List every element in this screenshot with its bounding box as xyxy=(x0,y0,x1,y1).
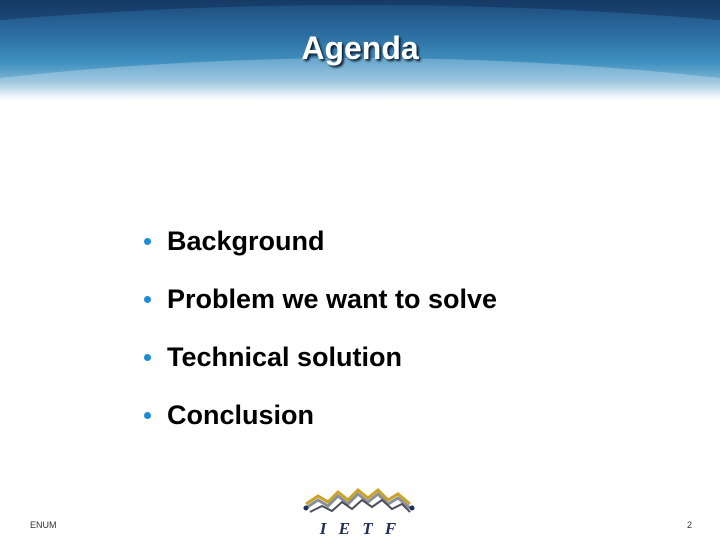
agenda-item xyxy=(140,212,700,270)
agenda-item-label: Background xyxy=(167,225,325,256)
title-banner xyxy=(0,0,720,100)
bullet-dot-icon xyxy=(144,296,151,303)
agenda-item-label: Technical solution xyxy=(167,341,403,372)
agenda-item xyxy=(140,328,700,386)
bullet-dot-icon xyxy=(144,238,151,245)
slide-title: Agenda xyxy=(301,30,419,66)
page-number: 2 xyxy=(686,520,692,530)
agenda-item xyxy=(140,386,700,444)
footer-label: ENUM xyxy=(30,520,57,530)
bullet-dot-icon xyxy=(144,412,151,419)
agenda-item-label: Conclusion xyxy=(167,399,314,430)
logo-text: I E T F xyxy=(319,519,401,538)
agenda-item xyxy=(140,270,700,328)
agenda-list xyxy=(140,212,700,444)
bullet-dot-icon xyxy=(144,354,151,361)
agenda-item-label: Problem we want to solve xyxy=(167,283,498,314)
ietf-logo xyxy=(300,484,420,538)
